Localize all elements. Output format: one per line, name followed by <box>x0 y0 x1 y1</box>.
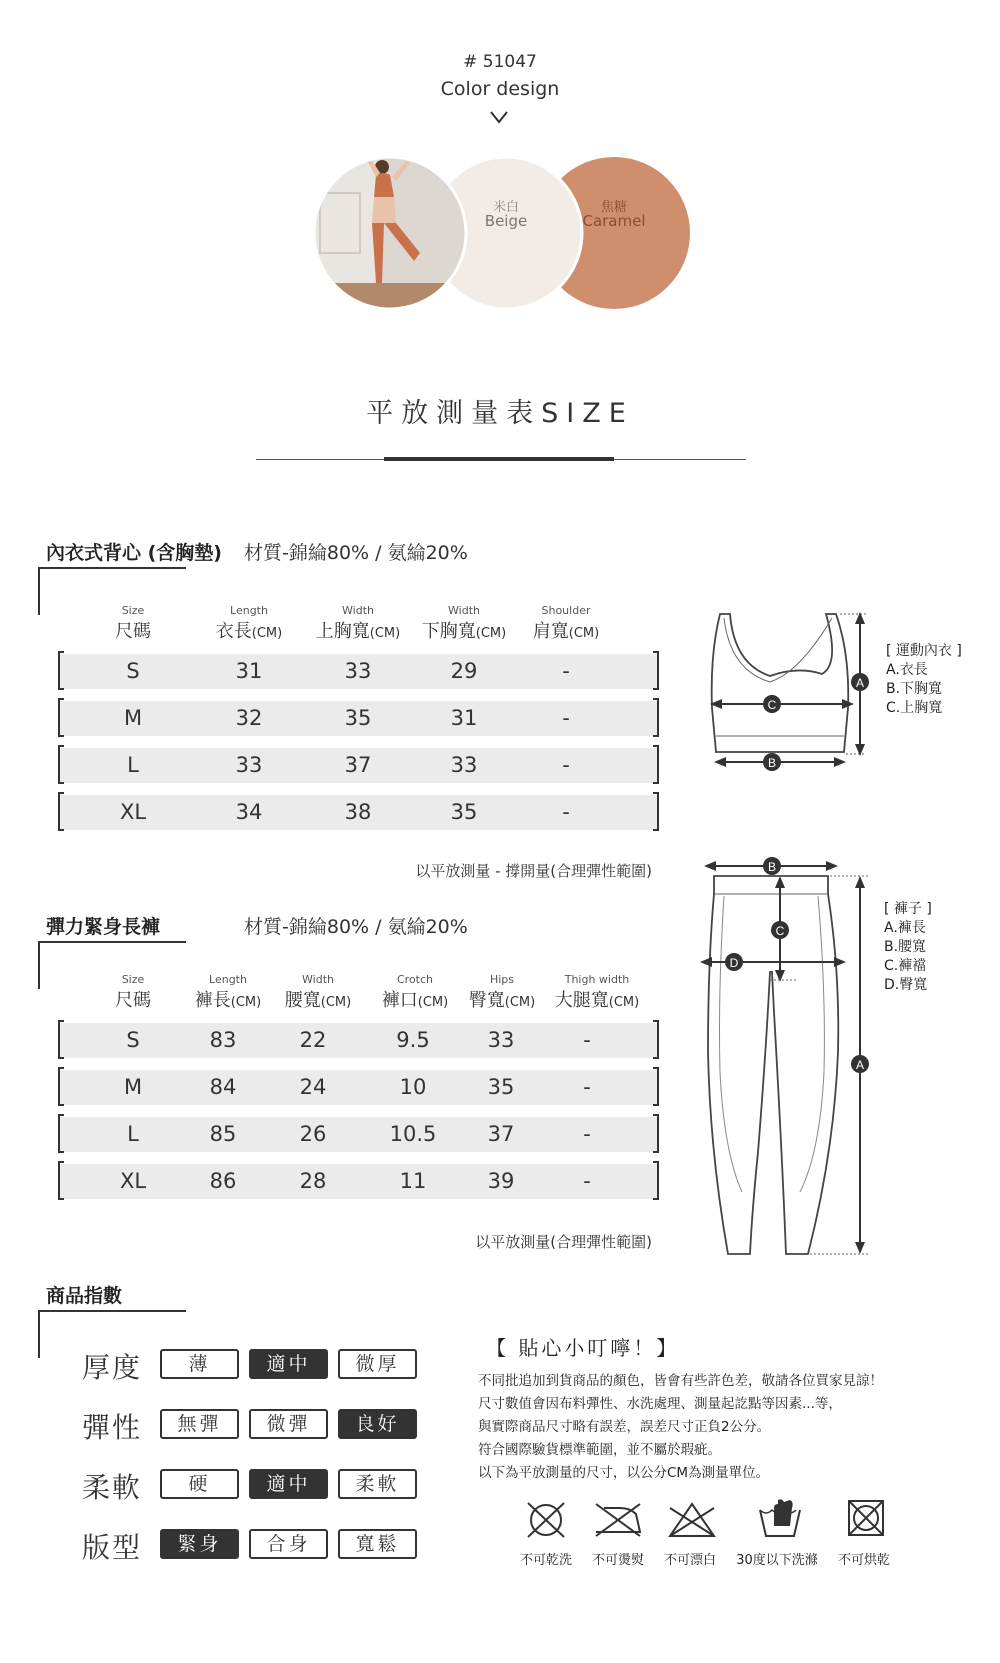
product-code: # 51047 <box>463 52 537 72</box>
option-pill: 微彈 <box>249 1409 328 1439</box>
marker-a: A <box>855 1058 865 1072</box>
table-row: S 31 33 29 - <box>60 654 657 689</box>
table-row: L 85 26 10.5 37 - <box>60 1117 657 1152</box>
size-table-title: 平放測量表SIZE <box>366 398 634 429</box>
col-waist: Width 腰寬(CM) <box>284 973 352 1011</box>
option-pill: 微厚 <box>338 1349 417 1379</box>
care-label: 不可乾洗 <box>519 1553 572 1568</box>
option-pill-selected: 適中 <box>249 1469 328 1499</box>
bra-note: 以平放測量 - 撐開量(合理彈性範圍) <box>415 862 652 880</box>
marker-b: B <box>767 756 777 770</box>
option-pill-selected: 緊身 <box>160 1529 239 1559</box>
marker-b: B <box>767 860 777 874</box>
table-row: L 33 37 33 - <box>60 748 657 783</box>
tips-body: 不同批追加到貨商品的顏色，皆會有些許色差，敬請各位買家見諒！ 尺寸數值會因布料彈性、水洗處理、測量起訖點等因素...等， 與實際商品尺寸略有誤差，誤差尺寸正負2公分。 符合國際驗貨標準範圍，並不屬於瑕疵。 以下為平放測量的尺寸，以公分CM為測量單位。 <box>478 1373 883 1481</box>
option-pill: 寬鬆 <box>338 1529 417 1559</box>
beige-zh: 米白 <box>492 200 519 215</box>
pants-legend: [ 褲子 ] A.褲長 B.腰寬 C.褲襠 D.臀寬 <box>884 901 932 993</box>
product-photo <box>310 153 470 313</box>
tips-title: 【 貼心小叮嚀！】 <box>486 1336 680 1360</box>
index-title: 商品指數 <box>46 1285 123 1307</box>
chevron-down-icon <box>489 110 509 124</box>
marker-c: C <box>775 924 785 938</box>
col-length: Length 衣長(CM) <box>215 604 283 642</box>
hand-wash-30-icon <box>756 1496 804 1540</box>
option-pill-selected: 適中 <box>249 1349 328 1379</box>
no-bleach-icon <box>666 1500 718 1540</box>
pants-header-row <box>60 973 660 1013</box>
col-upper-chest: Width 上胸寬(CM) <box>315 604 401 642</box>
marker-a: A <box>855 676 865 690</box>
col-size: Size 尺碼 <box>115 973 151 1011</box>
pants-material: 材質-錦綸80% / 氨綸20% <box>244 916 468 938</box>
bra-material: 材質-錦綸80% / 氨綸20% <box>244 542 468 564</box>
caramel-zh: 焦糖 <box>600 200 627 215</box>
pants-note: 以平放測量(合理彈性範圍) <box>475 1233 652 1251</box>
pants-diagram <box>690 852 880 1262</box>
no-iron-icon <box>590 1500 646 1540</box>
option-pill-selected: 良好 <box>338 1409 417 1439</box>
bra-legend: [ 運動內衣 ] A.衣長 B.下胸寬 C.上胸寬 <box>886 643 962 716</box>
table-row: S 83 22 9.5 33 - <box>60 1023 657 1058</box>
table-row: M 84 24 10 35 - <box>60 1070 657 1105</box>
option-pill: 合身 <box>249 1529 328 1559</box>
table-row: XL 34 38 35 - <box>60 795 657 830</box>
bra-title: 內衣式背心 (含胸墊) <box>46 542 222 564</box>
option-pill: 柔軟 <box>338 1469 417 1499</box>
col-hips: Hips 臀寬(CM) <box>468 973 536 1011</box>
option-pill: 薄 <box>160 1349 239 1379</box>
col-crotch: Crotch 褲口(CM) <box>381 973 449 1011</box>
col-length: Length 褲長(CM) <box>194 973 262 1011</box>
beige-en: Beige <box>484 212 528 230</box>
bra-header-row <box>60 604 660 644</box>
index-label-fit: 版型 <box>82 1531 143 1564</box>
index-label-elasticity: 彈性 <box>82 1411 143 1444</box>
col-shoulder: Shoulder 肩寬(CM) <box>532 604 600 642</box>
col-size: Size 尺碼 <box>115 604 151 642</box>
marker-c: C <box>767 698 777 712</box>
care-label: 30度以下洗滌 <box>736 1553 818 1568</box>
option-pill: 硬 <box>160 1469 239 1499</box>
no-dry-clean-icon <box>524 1500 568 1540</box>
no-tumble-dry-icon <box>846 1498 886 1540</box>
bra-diagram <box>690 604 880 779</box>
col-under-chest: Width 下胸寬(CM) <box>421 604 507 642</box>
caramel-en: Caramel <box>582 212 646 230</box>
title-rule-accent <box>384 457 614 461</box>
pants-title: 彈力緊身長褲 <box>46 916 161 938</box>
care-label: 不可燙熨 <box>591 1553 644 1568</box>
table-row: M 32 35 31 - <box>60 701 657 736</box>
color-design-label: Color design <box>440 78 560 100</box>
marker-d: D <box>729 956 739 970</box>
color-swatches <box>310 153 690 313</box>
index-label-thickness: 厚度 <box>82 1351 143 1384</box>
option-pill: 無彈 <box>160 1409 239 1439</box>
col-thigh: Thigh width 大腿寬(CM) <box>554 973 640 1011</box>
care-label: 不可烘乾 <box>837 1553 890 1568</box>
table-row: XL 86 28 11 39 - <box>60 1164 657 1199</box>
care-label: 不可漂白 <box>663 1553 716 1568</box>
index-label-softness: 柔軟 <box>82 1471 143 1504</box>
